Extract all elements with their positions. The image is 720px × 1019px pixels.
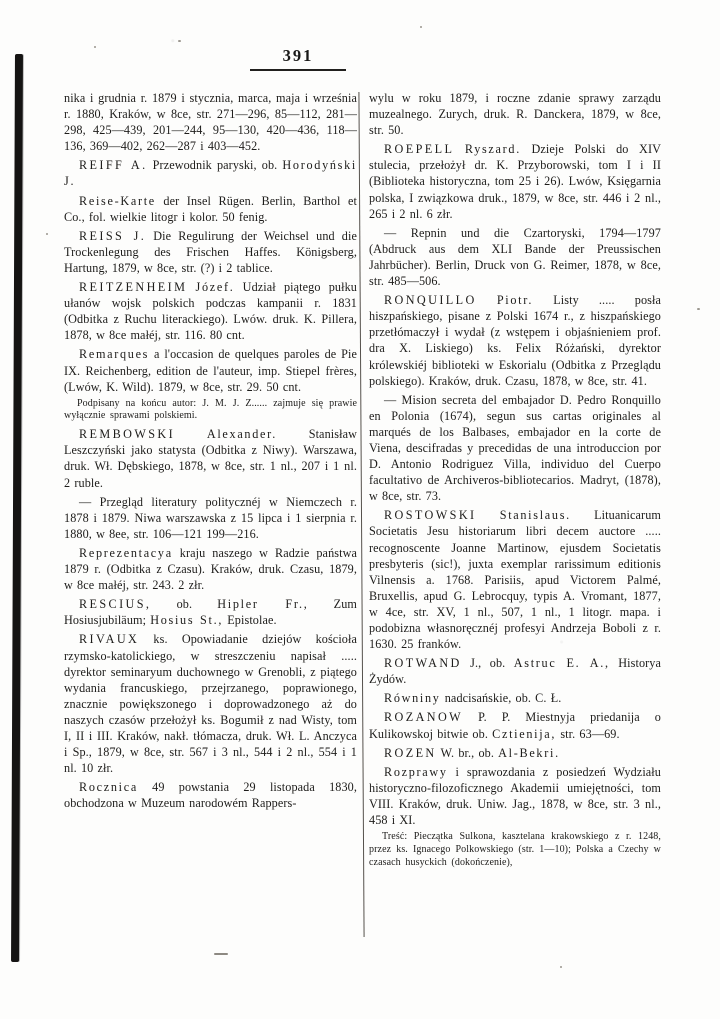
bibliography-entry [64, 279, 357, 343]
entry-text [187, 280, 195, 294]
bibliography-entry [64, 494, 357, 542]
bibliography-entry [369, 764, 661, 828]
bibliography-entry [369, 507, 661, 652]
entry-spaced-text: Hipler Fr., [217, 597, 309, 612]
book-gutter-bar [11, 54, 23, 962]
entry-headword: ROZEN [384, 745, 437, 760]
bibliography-entry [64, 631, 357, 776]
bibliography-entry [64, 193, 357, 225]
scan-noise-speck [46, 233, 48, 235]
entry-text: Historya Żydów. [369, 656, 662, 687]
bibliography-entry [369, 90, 661, 138]
entry-text: Udział piątego pułku ułanów wojsk polskich podczas kampanii r. 1831 (Odbitka z Ruchu literackiego). Lwów. druk. K. Pillera, 1878, w 8ce małéj, str. 116. 80 cnt. [64, 280, 357, 343]
bibliography-entry [369, 141, 661, 221]
entry-headword: ROZANOW [384, 710, 464, 725]
column-divider-rule [358, 92, 364, 937]
entry-text: W. br., ob. [436, 745, 499, 760]
entry-spaced-text: Al-Bekri. [498, 745, 560, 760]
entry-spaced-text: Równiny [384, 691, 441, 706]
entry-headword: REISS J. [79, 228, 147, 243]
bibliography-entry [369, 655, 661, 687]
entry-headword: RIVAUX [79, 632, 140, 647]
entry-spaced-text: Rozprawy [384, 764, 448, 779]
scan-noise-speck [178, 40, 181, 42]
bibliography-entry [64, 545, 357, 593]
entry-text: i sprawozdania z posiedzeń Wydziału historyczno-filozoficznego Akademii umiejętności, tom VIII. Kraków, druk. Uniw. Jag., 1878, w 8ce, str. 3 nl., 458 i XI. [369, 764, 661, 828]
entry-spaced-text: Astruc E. A., [513, 656, 610, 671]
entry-spaced-text: Horodyński J. [64, 158, 357, 189]
left-text-column [64, 90, 357, 814]
entry-text: a l'occasion de quelques paroles de Pie IX. Reichenberg, edition de l'auteur, imp. Stiepel frères, (Lwów, K. Wild). 1879, w 8ce, str. 29. 50 cnt. [64, 347, 357, 394]
entry-spaced-text: Reprezentacya [79, 545, 173, 560]
entry-headword: ROTWAND [384, 656, 462, 671]
entry-spaced-text: Ryszard. [464, 142, 521, 157]
entry-spaced-text: Piotr. [496, 293, 534, 308]
entry-text: Lituanicarum Societatis Jesu historiarum libri decem auctore ..... recognoscente Joanne Martinow, ejusdem Societatis presbyteris (sic!), juxta exemplar rarissimum editionis Vilnensis a. 1768. Parisiis, apud Victorem Palmé, Bruxellis, apud G. Lebrocquy, typis A. Vromant, 1877, w 4ce, str. XV, 1 nl., 507, 1 nl., 1 litogr. mapa. i podobizna własnoręcznéj profesyi Andrzeja Boboli z r. 1630. 25 franków. [369, 508, 661, 652]
entry-text: — Przegląd literatury politycznéj w Niemczech r. 1878 i 1879. Niwa warszawska z 15 lipca i 1 sierpnia r. 1880, w 8ee, str. 106—121 199—216. [64, 494, 357, 541]
bibliography-entry [369, 292, 661, 389]
entry-text: P. P. Miestnyja priedanija o Kulikowskoj bitwie ob. [369, 710, 661, 741]
bibliography-entry [64, 228, 357, 276]
entry-text: str. 63—69. [556, 726, 620, 741]
entry-spaced-text: Rocznica [79, 780, 138, 795]
entry-headword: REMBOWSKI [79, 427, 176, 442]
entry-headword: ROEPELL [384, 142, 455, 157]
entry-spaced-text: Hosius St., [150, 613, 224, 628]
entry-text [476, 508, 499, 522]
bibliography-entry [64, 346, 357, 394]
entry-spaced-text: Alexander. [206, 427, 277, 442]
entry-headword: RESCIUS, [79, 597, 152, 612]
entry-text: 49 powstania 29 listopada 1830, obchodzona w Muzeum narodowém Rappers- [64, 780, 357, 811]
entry-spaced-text: Stanislaus. [499, 508, 571, 523]
scan-noise-speck [560, 966, 562, 968]
entry-text: Stanisław Leszczyński jako statysta (Odbitka z Niwy). Warszawa, druk. Wł. Dębskiego, 1878, w 8ce, str. 1 nl., 207 i 1 nl. 2 ruble. [64, 427, 357, 490]
bibliography-entry [369, 392, 661, 505]
entry-text: — Repnin und die Czartoryski, 1794—1797 (Abdruck aus dem XLI Bande der Preussischen Jahrbücher). Berlin, Druck von G. Reimer, 1878, w 8ce, str. 485—506. [369, 225, 661, 289]
entry-text: der Insel Rügen. Berlin, Barthol et Co., fol. wielkie litogr i kolor. 50 fenig. [64, 193, 357, 224]
entry-text [454, 142, 465, 156]
scan-noise-speck [420, 26, 422, 28]
scan-noise-speck [697, 308, 700, 310]
entry-text: ob. [151, 597, 218, 612]
entry-text: kraju naszego w Radzie państwa 1879 r. (Odbitka z Czasu). Kraków, druk. Czasu, 1879, w 8ce małéj, str. 243. 2 złr. [64, 545, 357, 593]
entry-headword: RONQUILLO [384, 293, 477, 308]
page-number: 391 [250, 46, 346, 71]
entry-text: Treść: Pieczątka Sulkona, kasztelana krakowskiego z r. 1248, przez ks. Ignacego Polkowskiego (str. 1—10); Polska a Czechy w czasach husyckich (dokończenie), [369, 831, 661, 868]
bibliography-entry [369, 831, 661, 869]
bibliography-entry [369, 709, 661, 741]
entry-text: J., ob. [461, 656, 514, 671]
entry-text: nika i grudnia r. 1879 i stycznia, marca, maja i września r. 1880, Kraków, w 8ce, str. 271—296, 85—112, 281—298, 425—439, 201—244, 95—130, 420—436, 118—136, 369—402, 262—287 i 403—452. [64, 91, 357, 154]
entry-text: Listy ..... posła hiszpańskiego, pisane z Polski 1674 r., z hiszpańskiego przetłómaczył i wydał (z wstępem i objaśnieniem prof. dra X. Liskiego) ks. Felix Różański, dyrektor królewskiéj biblioteki w Eskorialu (Odbitka z Przeglądu polskiego). Kraków, druk. Czasu, 1878, w 8ce, str. 41. [369, 293, 661, 388]
scan-noise-dash [214, 953, 228, 955]
entry-spaced-text: Remarques [79, 347, 150, 362]
entry-text: Die Regulirung der Weichsel und die Trockenlegung des Frischen Haffes. Königsberg, Hartung, 1879, w 8ce, str. (?) i 2 tablice. [64, 228, 357, 275]
bibliography-entry [369, 745, 661, 761]
entry-text [477, 293, 497, 307]
entry-spaced-text: Reise-Karte [79, 193, 156, 208]
bibliography-entry [64, 90, 357, 154]
entry-headword: REITZENHEIM [79, 280, 188, 295]
bibliography-entry [369, 690, 661, 706]
entry-text: — Mision secreta del embajador D. Pedro Ronquillo en Polonia (1674), segun sus cartas originales al marqués de los Balbases, embajador en la corte de Viena, descifradas y precedidas de una introduccion por D. Antonio Rodriguez Villa, individuo del Cuerpo facultativo de Archiveros-bibliotecarios. Madryt, (1878), w 8ce, str. 73. [369, 392, 661, 504]
right-text-column [369, 90, 661, 873]
entry-headword: ROSTOWSKI [384, 508, 477, 523]
bibliography-entry [64, 157, 357, 189]
entry-spaced-text: Cztienija, [492, 726, 557, 741]
bibliography-entry [64, 426, 357, 490]
entry-text [175, 427, 207, 441]
entry-text: wylu w roku 1879, i roczne zdanie sprawy zarządu muzealnego. Zurych, druk. R. Danckera, 1879, w 8ce, str. 50. [369, 91, 661, 138]
entry-text: ks. Opowiadanie dziejów kościoła rzymsko-katolickiego, w streszczeniu napisał ..... dyrektor seminaryum duchownego w Grenobli, z piątego wydania francuskiego, przejrzanego, poprawionego, znacznie powiększonego i doprowadzonego aż do naszych czasów przełożył ks. Bogumił z nad Wisty, tom I, II i III. Kraków, nakł. tłómacza, druk. Wł. L. Anczyca i Sp., 1879, w 8ce, str. 567 i 3 nl., 544 i 2 nl., 554 i 1 nl. 10 złr. [64, 632, 357, 776]
bibliography-entry [64, 398, 357, 424]
entry-text: Zum Hosiusjubiläum; [64, 597, 357, 628]
bibliography-entry [64, 596, 357, 628]
entry-text: Dzieje Polski do XIV stulecia, przełożył dr. K. Przyborowski, tom I i II (Biblioteka historyczna, tom 25 i 26). Lwów, Księgarnia polska, I związkowa druk., 1879, w 8ce, str. 446 i 2 nl., 265 i 2 nl. 6 złr. [369, 142, 661, 221]
scan-noise-speck [94, 46, 96, 48]
entry-spaced-text: Józef. [195, 280, 235, 295]
bibliography-entry [64, 779, 357, 811]
entry-text: Epistolae. [223, 613, 277, 628]
entry-text: nadcisańskie, ob. C. Ł. [440, 691, 562, 706]
entry-text: Podpisany na końcu autor: J. M. J. Z...... zajmuje się prawie wyłącznie sprawami polskiemi. [64, 397, 357, 422]
entry-text: Przewodnik paryski, ob. [147, 158, 283, 173]
bibliography-entry [369, 225, 661, 289]
entry-headword: REIFF A. [79, 158, 148, 173]
